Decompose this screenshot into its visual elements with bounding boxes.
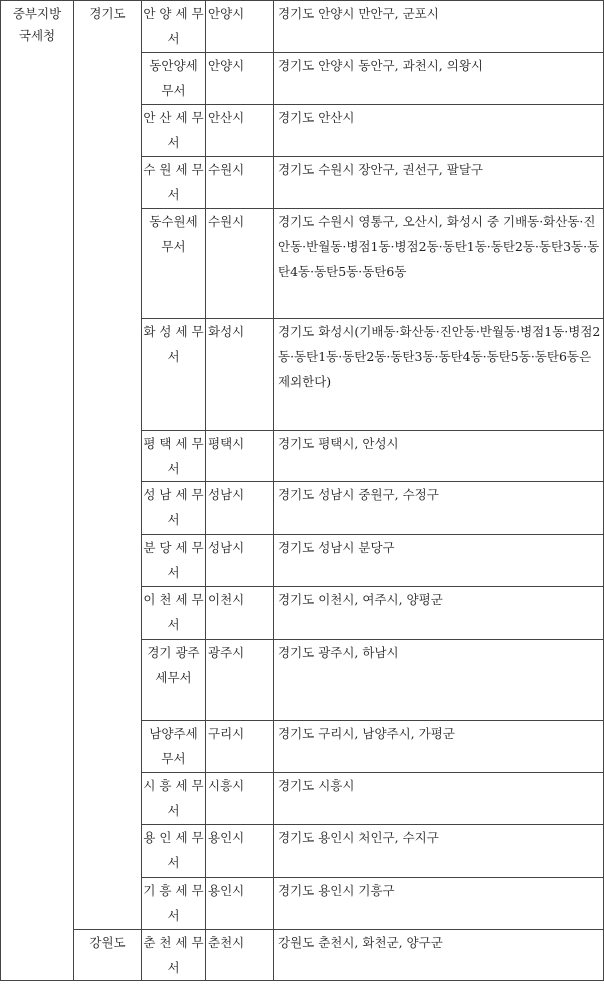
jurisdiction-text: 경기도 이천시, 여주시, 양평군 — [274, 587, 604, 640]
table-row — [1, 1, 604, 53]
city-name: 화성시 — [206, 319, 274, 431]
province-cell-gangwon: 강원도 — [74, 930, 142, 981]
city-name: 안양시 — [206, 53, 274, 105]
tax-office-name: 분 당 세 무서 — [142, 535, 206, 587]
city-name: 수원시 — [206, 209, 274, 319]
city-name: 용인시 — [206, 825, 274, 878]
tax-office-name: 안 산 세 무서 — [142, 105, 206, 157]
tax-office-name: 기 흥 세 무서 — [142, 878, 206, 930]
tax-office-name: 용 인 세 무서 — [142, 825, 206, 878]
city-name: 광주시 — [206, 640, 274, 721]
table-row — [1, 930, 604, 981]
tax-office-name: 평 택 세 무서 — [142, 431, 206, 482]
city-name: 성남시 — [206, 482, 274, 535]
city-name: 안산시 — [206, 105, 274, 157]
tax-office-name: 이 천 세 무서 — [142, 587, 206, 640]
jurisdiction-text: 경기도 구리시, 남양주시, 가평군 — [274, 721, 604, 773]
jurisdiction-text: 경기도 시흥시 — [274, 773, 604, 825]
city-name: 시흥시 — [206, 773, 274, 825]
city-name: 춘천시 — [206, 930, 274, 981]
tax-office-name: 남양주세 무서 — [142, 721, 206, 773]
city-name: 평택시 — [206, 431, 274, 482]
city-name: 용인시 — [206, 878, 274, 930]
jurisdiction-text: 강원도 춘천시, 화천군, 양구군 — [274, 930, 604, 981]
tax-office-name: 경기 광주 세무서 — [142, 640, 206, 721]
jurisdiction-text: 경기도 용인시 기흥구 — [274, 878, 604, 930]
city-name: 성남시 — [206, 535, 274, 587]
jurisdiction-text: 경기도 성남시 중원구, 수정구 — [274, 482, 604, 535]
jurisdiction-text: 경기도 안양시 만안구, 군포시 — [274, 1, 604, 53]
tax-office-name: 안 양 세 무서 — [142, 1, 206, 53]
region-label: 중부지방국세청 — [12, 6, 62, 43]
jurisdiction-text: 경기도 수원시 장안구, 권선구, 팔달구 — [274, 157, 604, 209]
jurisdiction-text: 경기도 안산시 — [274, 105, 604, 157]
jurisdiction-text: 경기도 수원시 영통구, 오산시, 화성시 중 기배동·화산동·진안동·반월동·병점1동·병점2동·동탄1동·동탄2동·동탄3동·동탄4동·동탄5동·동탄6동 — [274, 209, 604, 319]
jurisdiction-text: 경기도 광주시, 하남시 — [274, 640, 604, 721]
region-cell — [1, 1, 74, 981]
jurisdiction-text: 경기도 성남시 분당구 — [274, 535, 604, 587]
tax-office-name: 춘 천 세 무서 — [142, 930, 206, 981]
jurisdiction-text: 경기도 화성시(기배동·화산동·진안동·반월동·병점1동·병점2동·동탄1동·동탄2동·동탄3동·동탄4동·동탄5동·동탄6동은 제외한다) — [274, 319, 604, 431]
tax-office-name: 시 흥 세 무서 — [142, 773, 206, 825]
province-cell-gyeonggi: 경기도 — [74, 1, 142, 930]
city-name: 수원시 — [206, 157, 274, 209]
tax-office-name: 성 남 세 무서 — [142, 482, 206, 535]
city-name: 안양시 — [206, 1, 274, 53]
tax-office-name: 동안양세 무서 — [142, 53, 206, 105]
jurisdiction-text: 경기도 용인시 처인구, 수지구 — [274, 825, 604, 878]
tax-office-name: 화 성 세 무서 — [142, 319, 206, 431]
tax-office-name: 동수원세 무서 — [142, 209, 206, 319]
jurisdiction-text: 경기도 평택시, 안성시 — [274, 431, 604, 482]
tax-office-name: 수 원 세 무서 — [142, 157, 206, 209]
city-name: 이천시 — [206, 587, 274, 640]
jurisdiction-text: 경기도 안양시 동안구, 과천시, 의왕시 — [274, 53, 604, 105]
city-name: 구리시 — [206, 721, 274, 773]
